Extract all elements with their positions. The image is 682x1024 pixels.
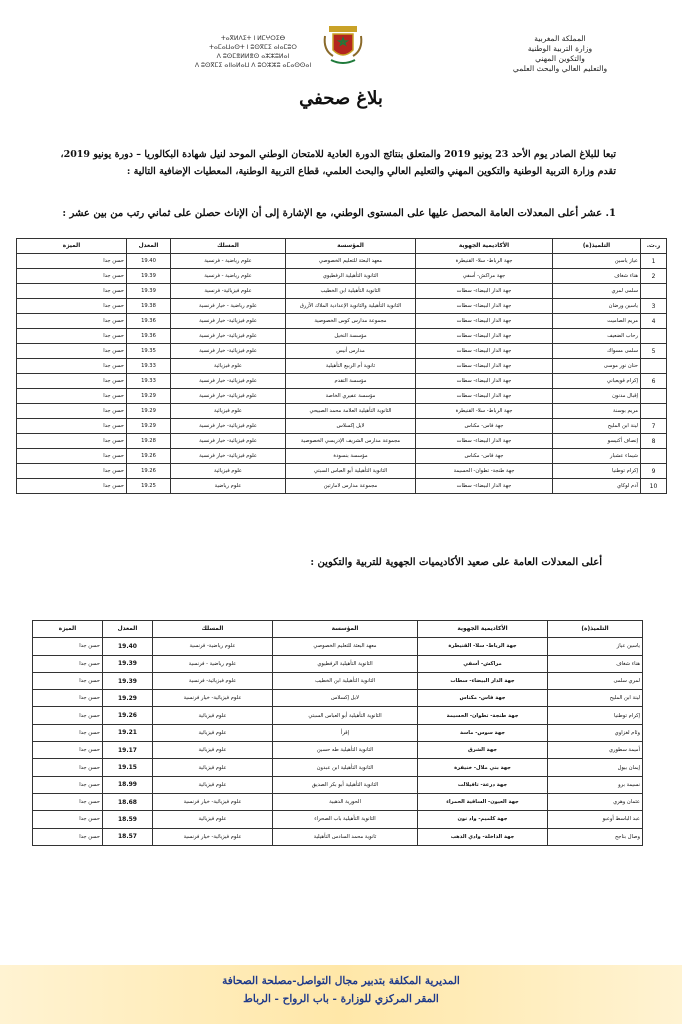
track-cell: علوم فيزيائية- خيار فرنسية <box>171 344 286 359</box>
mention-cell: حسن جدا <box>33 759 103 776</box>
academy-cell: جهة الداخلة- وادي الذهب <box>418 828 548 845</box>
track-cell: علوم رياضية <box>171 479 286 494</box>
mention-cell: حسن جدا <box>17 254 127 269</box>
column-header: المؤسسة <box>286 239 416 254</box>
academy-cell: جهة الشرق <box>418 742 548 759</box>
mention-cell: حسن جدا <box>17 314 127 329</box>
school-cell: مؤسسة عفيري الخاصة <box>286 389 416 404</box>
footer-address: المقر المركزي للوزارة - باب الرواح - الرباط <box>243 993 439 1005</box>
table-row <box>17 269 667 284</box>
track-cell: علوم فيزيائية <box>153 811 273 828</box>
academy-cell: جهة الرباط- سلا- القنيطرة <box>418 638 548 655</box>
school-cell: الحورية الذهبية <box>273 793 418 810</box>
average-cell: 19.26 <box>103 707 153 724</box>
rank-cell <box>641 404 667 419</box>
track-cell: علوم فيزيائية- خيار فرنسية <box>153 793 273 810</box>
mention-cell: حسن جدا <box>33 793 103 810</box>
academy-cell: جهة درعة- تافيلالت <box>418 776 548 793</box>
academy-cell: مراكش- أسفي <box>418 655 548 672</box>
student-name-cell: ياسين ورضان <box>553 299 641 314</box>
track-cell: علوم فيزيائية- خيار فرنسية <box>153 690 273 707</box>
academy-cell: جهة كلميم- واد نون <box>418 811 548 828</box>
student-name-cell: إنصاف أكنيسو <box>553 434 641 449</box>
column-header: ر.ت. <box>641 239 667 254</box>
student-name-cell: إقبال مدنون <box>553 389 641 404</box>
mention-cell: حسن جدا <box>17 359 127 374</box>
track-cell: علوم فيزيائية- خيار فرنسية <box>171 419 286 434</box>
student-name-cell: لينة ابن المليح <box>553 419 641 434</box>
school-cell: الثانوية التأهيلية طه حسين <box>273 742 418 759</box>
rank-cell <box>641 284 667 299</box>
student-name-cell: إكرام توطنيا <box>548 707 643 724</box>
student-name-cell: وئام لغزاوي <box>548 724 643 741</box>
header-line: ⴷ ⵓⵙⵎⴻⵍⵍⴻⵙ ⴰⵣⵣⵓⵍⴰⵏ <box>216 53 290 60</box>
student-name-cell: سلمى لمري <box>553 284 641 299</box>
track-cell: علوم فيزيائية <box>153 707 273 724</box>
column-header: الأكاديمية الجهوية <box>416 239 553 254</box>
average-cell: 19.29 <box>127 419 171 434</box>
academy-cell: جهة فاس- مكناس <box>418 690 548 707</box>
mention-cell: حسن جدا <box>17 389 127 404</box>
rank-cell: 3 <box>641 299 667 314</box>
student-name-cell: هناء شغاف <box>553 269 641 284</box>
mention-cell: حسن جدا <box>33 811 103 828</box>
academy-cell: جهة الدار البيضاء- سطات <box>416 314 553 329</box>
mention-cell: حسن جدا <box>33 742 103 759</box>
rank-cell: 4 <box>641 314 667 329</box>
table-row <box>33 707 643 724</box>
student-name-cell: نسيمة برو <box>548 776 643 793</box>
table-row <box>33 724 643 741</box>
academy-cell: جهة فاس- مكناس <box>416 419 553 434</box>
rank-cell: 7 <box>641 419 667 434</box>
mention-cell: حسن جدا <box>17 269 127 284</box>
school-cell: مؤسسة النخيل <box>286 329 416 344</box>
academy-cell: جهة الدار البيضاء- سطات <box>416 284 553 299</box>
track-cell: علوم فيزيائية- فرنسية <box>153 672 273 689</box>
mention-cell: حسن جدا <box>33 776 103 793</box>
track-cell: علوم فيزيائية- خيار فرنسية <box>171 389 286 404</box>
track-cell: علوم رياضية - فرنسية <box>171 254 286 269</box>
header-line: ⵜⴰⴳⵍⴷⵉⵜ ⵏ ⵍⵎⵖⵔⵉⴱ <box>220 35 286 42</box>
average-cell: 18.99 <box>103 776 153 793</box>
rank-cell <box>641 449 667 464</box>
school-cell: الثانوية التأهيلية الرفطيوي <box>273 655 418 672</box>
header-line: المملكة المغربية <box>534 34 586 43</box>
mention-cell: حسن جدا <box>33 828 103 845</box>
average-cell: 19.17 <box>103 742 153 759</box>
academy-cell: جهة الدار البيضاء- سطات <box>416 434 553 449</box>
intro-paragraph <box>50 146 616 180</box>
school-cell: معهد البعثة للتعليم الخصوصي <box>273 638 418 655</box>
school-cell: الثانوية التأهيلية والثانوية الإعدادية الملاك الأزرق <box>286 299 416 314</box>
academy-cell: جهة الدار البيضاء- سطات <box>416 479 553 494</box>
mention-cell: حسن جدا <box>33 672 103 689</box>
column-header: الميزة <box>33 621 103 638</box>
track-cell: علوم رياضية - فرنسية <box>171 269 286 284</box>
student-name-cell: آدم لوكاي <box>553 479 641 494</box>
rank-cell: 9 <box>641 464 667 479</box>
academy-cell: جهة مراكش- أسفي <box>416 269 553 284</box>
table-header-row <box>33 621 643 638</box>
average-cell: 19.36 <box>127 314 171 329</box>
table-header-row <box>17 239 667 254</box>
mention-cell: حسن جدا <box>17 479 127 494</box>
mention-cell: حسن جدا <box>17 284 127 299</box>
average-cell: 19.29 <box>103 690 153 707</box>
column-header: التلميذ(ة) <box>548 621 643 638</box>
table-row <box>17 374 667 389</box>
school-cell: الثانوية التأهيلية باب الصحراء <box>273 811 418 828</box>
regional-top-table <box>32 620 643 846</box>
school-cell: الثانوية التأهيلية ابن عبدون <box>273 759 418 776</box>
rank-cell: 6 <box>641 374 667 389</box>
mention-cell: حسن جدا <box>17 434 127 449</box>
school-cell: الثانوية التأهيلية أبو العباس السبتي <box>286 464 416 479</box>
section-1-heading: 1. عشر أعلى المعدلات العامة المحصل عليها على المستوى الوطني، مع الإشارة إلى أن الإناث حصلن على ثماني رتب من بين عشر : <box>62 208 616 219</box>
mention-cell: حسن جدا <box>17 449 127 464</box>
student-name-cell: ياسين عياز <box>548 638 643 655</box>
rank-cell: 2 <box>641 269 667 284</box>
school-cell: الثانوية التأهيلية الرفطيوي <box>286 269 416 284</box>
average-cell: 19.40 <box>103 638 153 655</box>
academy-cell: جهة الرباط- سلا- القنيطرة <box>416 254 553 269</box>
academy-cell: جهة الدار البيضاء- سطات <box>418 672 548 689</box>
rank-cell: 10 <box>641 479 667 494</box>
mention-cell: حسن جدا <box>33 655 103 672</box>
table-row <box>17 254 667 269</box>
mention-cell: حسن جدا <box>33 690 103 707</box>
student-name-cell: إكرام توطنيا <box>553 464 641 479</box>
average-cell: 19.39 <box>127 269 171 284</box>
track-cell: علوم فيزيائية <box>171 404 286 419</box>
table-row <box>17 344 667 359</box>
table-row <box>33 742 643 759</box>
section-2-heading: أعلى المعدلات العامة على صعيد الأكاديميات الجهوية للتربية والتكوين : <box>310 557 602 568</box>
academy-cell: جهة طنجة- تطوان- الحسيمة <box>418 707 548 724</box>
mention-cell: حسن جدا <box>33 638 103 655</box>
academy-cell: جهة سوس- ماسة <box>418 724 548 741</box>
academy-cell: جهة بني ملال- خنيفرة <box>418 759 548 776</box>
table-row <box>17 359 667 374</box>
intro-line: تقدم وزارة التربية الوطنية والتكوين المهني والتعليم العالي والبحث العلمي، قطاع التربية الوطنية، المعطيات الإضافية التالية : <box>126 166 616 177</box>
average-cell: 19.26 <box>127 449 171 464</box>
school-cell: ثانوية أم الربيع التأهيلية <box>286 359 416 374</box>
average-cell: 19.26 <box>127 464 171 479</box>
header-line: وزارة التربية الوطنية <box>527 44 593 53</box>
table-row <box>17 479 667 494</box>
table-row <box>17 299 667 314</box>
student-name-cell: سلمى مسواك <box>553 344 641 359</box>
academy-cell: جهة الدار البيضاء- سطات <box>416 344 553 359</box>
rank-cell: 1 <box>641 254 667 269</box>
school-cell: مدارس أنيس <box>286 344 416 359</box>
average-cell: 19.35 <box>127 344 171 359</box>
table-row <box>17 434 667 449</box>
student-name-cell: حنان نور موسى <box>553 359 641 374</box>
mention-cell: حسن جدا <box>17 464 127 479</box>
average-cell: 18.57 <box>103 828 153 845</box>
national-top-ten-table <box>16 238 667 494</box>
track-cell: علوم فيزيائية- خيار فرنسية <box>171 434 286 449</box>
student-name-cell: شيماء عشبار <box>553 449 641 464</box>
track-cell: علوم فيزيائية- خيار فرنسية <box>171 374 286 389</box>
table-row <box>33 638 643 655</box>
mention-cell: حسن جدا <box>33 707 103 724</box>
student-name-cell: رحاب الضعيف <box>553 329 641 344</box>
school-cell: مؤسسة بنسودة <box>286 449 416 464</box>
school-cell: مؤسسة التقدم <box>286 374 416 389</box>
track-cell: علوم رياضية- فرنسية <box>153 638 273 655</box>
student-name-cell: لينة ابن المليح <box>548 690 643 707</box>
table-row <box>17 464 667 479</box>
table-row <box>17 284 667 299</box>
average-cell: 19.38 <box>127 299 171 314</box>
school-cell: الثانوية التأهيلية ابن الخطيب <box>273 672 418 689</box>
column-header: المؤسسة <box>273 621 418 638</box>
average-cell: 19.33 <box>127 359 171 374</box>
average-cell: 19.28 <box>127 434 171 449</box>
school-cell: مجموعة مدارس لامارتين <box>286 479 416 494</box>
rank-cell <box>641 389 667 404</box>
header-line: ⵜⴰⵎⴰⵡⴰⵙⵜ ⵏ ⵓⵙⴳⵎⵉ ⴰⵏⴰⵎⵓⵔ <box>209 44 297 51</box>
track-cell: علوم رياضية - فرنسية <box>153 655 273 672</box>
ministry-name-arabic <box>460 34 660 74</box>
track-cell: علوم فيزيائية- خيار فرنسية <box>171 314 286 329</box>
header-line: ⴷ ⵓⵙⴳⵎⵉ ⴰⵏⵏⴰⵍⴰⵡ ⴷ ⵓⵔⵣⵣⵓ ⴰⵎⴰⵙⵙⴰⵏ <box>194 62 312 69</box>
track-cell: علوم فيزيائية <box>153 776 273 793</box>
school-cell: ثانوية محمد السادس التأهيلية <box>273 828 418 845</box>
student-name-cell: لمري سلمى <box>548 672 643 689</box>
rank-cell <box>641 329 667 344</box>
mention-cell: حسن جدا <box>17 299 127 314</box>
student-name-cell: إكرام قويعباني <box>553 374 641 389</box>
student-name-cell: عثمان وهري <box>548 793 643 810</box>
table-row <box>33 690 643 707</box>
mention-cell: حسن جدا <box>17 404 127 419</box>
track-cell: علوم فيزيائية- خيار فرنسية <box>171 449 286 464</box>
average-cell: 19.29 <box>127 389 171 404</box>
track-cell: علوم فيزيائية <box>153 742 273 759</box>
table-row <box>33 759 643 776</box>
table-row <box>33 811 643 828</box>
table-row <box>17 329 667 344</box>
column-header: المعدل <box>127 239 171 254</box>
table-row <box>33 776 643 793</box>
page-title: بلاغ صحفي <box>299 88 383 109</box>
average-cell: 19.29 <box>127 404 171 419</box>
school-cell: لايل إكسلاس <box>273 690 418 707</box>
academy-cell: جهة الدار البيضاء- سطات <box>416 299 553 314</box>
student-name-cell: إيمان بيول <box>548 759 643 776</box>
mention-cell: حسن جدا <box>17 419 127 434</box>
table-row <box>33 793 643 810</box>
footer-banner <box>0 965 682 1024</box>
academy-cell: جهة فاس- مكناس <box>416 449 553 464</box>
footer-department: المديرية المكلفة بتدبير مجال التواصل-مصلحة الصحافة <box>222 975 460 987</box>
mention-cell: حسن جدا <box>17 329 127 344</box>
student-name-cell: وصال بناجح <box>548 828 643 845</box>
average-cell: 19.40 <box>127 254 171 269</box>
header-line: والتكوين المهني <box>535 54 585 63</box>
school-cell: إقرأ <box>273 724 418 741</box>
table-row <box>33 828 643 845</box>
column-header: التلميذ(ة) <box>553 239 641 254</box>
academy-cell: جهة طنجة- تطوان- الحسيمة <box>416 464 553 479</box>
average-cell: 19.39 <box>127 284 171 299</box>
average-cell: 19.25 <box>127 479 171 494</box>
average-cell: 19.15 <box>103 759 153 776</box>
track-cell: علوم رياضية - خيار فرنسية <box>171 299 286 314</box>
school-cell: معهد البعثة للتعليم الخصوصي <box>286 254 416 269</box>
track-cell: علوم فيزيائية <box>171 464 286 479</box>
student-name-cell: عبد الباسط أوعبو <box>548 811 643 828</box>
ministry-name-tifinagh <box>178 34 328 70</box>
track-cell: علوم فيزيائية <box>153 724 273 741</box>
academy-cell: جهة الدار البيضاء- سطات <box>416 374 553 389</box>
student-name-cell: مريم بوسنة <box>553 404 641 419</box>
track-cell: علوم فيزيائية- فرنسية <box>171 284 286 299</box>
column-header: المعدل <box>103 621 153 638</box>
average-cell: 19.39 <box>103 655 153 672</box>
table-row <box>17 404 667 419</box>
rank-cell: 5 <box>641 344 667 359</box>
mention-cell: حسن جدا <box>17 374 127 389</box>
table-row <box>33 672 643 689</box>
student-name-cell: عياز ياسين <box>553 254 641 269</box>
table-row <box>17 419 667 434</box>
school-cell: مجموعة مدارس كوس الخصوصية <box>286 314 416 329</box>
column-header: المسلك <box>153 621 273 638</box>
table-row <box>17 389 667 404</box>
column-header: الميزة <box>17 239 127 254</box>
school-cell: الثانوية التأهيلية العلامة محمد الصبيحي <box>286 404 416 419</box>
average-cell: 19.36 <box>127 329 171 344</box>
academy-cell: جهة الدار البيضاء- سطات <box>416 329 553 344</box>
table-row <box>17 314 667 329</box>
column-header: الأكاديمية الجهوية <box>418 621 548 638</box>
student-name-cell: هناء شغاف <box>548 655 643 672</box>
school-cell: الثانوية التأهيلية أبو بكر الصديق <box>273 776 418 793</box>
rank-cell: 8 <box>641 434 667 449</box>
rank-cell <box>641 359 667 374</box>
student-name-cell: أميمة سطوري <box>548 742 643 759</box>
table-row <box>17 449 667 464</box>
intro-line: تبعا للبلاغ الصادر يوم الأحد 23 يونيو 2019 والمتعلق بنتائج الدورة العادية للامتحان الوطني الموحد لنيل شهادة البكالوريا – دورة يونيو 2019، <box>60 149 616 160</box>
school-cell: لايل إكسلاس <box>286 419 416 434</box>
table-row <box>33 655 643 672</box>
academy-cell: جهة العيون- الساقية الحمراء <box>418 793 548 810</box>
average-cell: 19.39 <box>103 672 153 689</box>
academy-cell: جهة الدار البيضاء- سطات <box>416 389 553 404</box>
header-line: والتعليم العالي والبحث العلمي <box>512 64 608 73</box>
track-cell: علوم فيزيائية- خيار فرنسية <box>171 329 286 344</box>
student-name-cell: مريم الصاميت <box>553 314 641 329</box>
column-header: المسلك <box>171 239 286 254</box>
academy-cell: جهة الرباط- سلا- القنيطرة <box>416 404 553 419</box>
mention-cell: حسن جدا <box>17 344 127 359</box>
academy-cell: جهة الدار البيضاء- سطات <box>416 359 553 374</box>
average-cell: 19.21 <box>103 724 153 741</box>
school-cell: الثانوية التأهيلية أبو العباس السبتي <box>273 707 418 724</box>
average-cell: 19.33 <box>127 374 171 389</box>
school-cell: مجموعة مدارس الشريف الإدريسي الخصوصية <box>286 434 416 449</box>
mention-cell: حسن جدا <box>33 724 103 741</box>
school-cell: الثانوية التأهيلية ابن الخطيب <box>286 284 416 299</box>
track-cell: علوم فيزيائية- خيار فرنسية <box>153 828 273 845</box>
track-cell: علوم فيزيائية <box>171 359 286 374</box>
average-cell: 18.59 <box>103 811 153 828</box>
average-cell: 18.68 <box>103 793 153 810</box>
track-cell: علوم فيزيائية <box>153 759 273 776</box>
